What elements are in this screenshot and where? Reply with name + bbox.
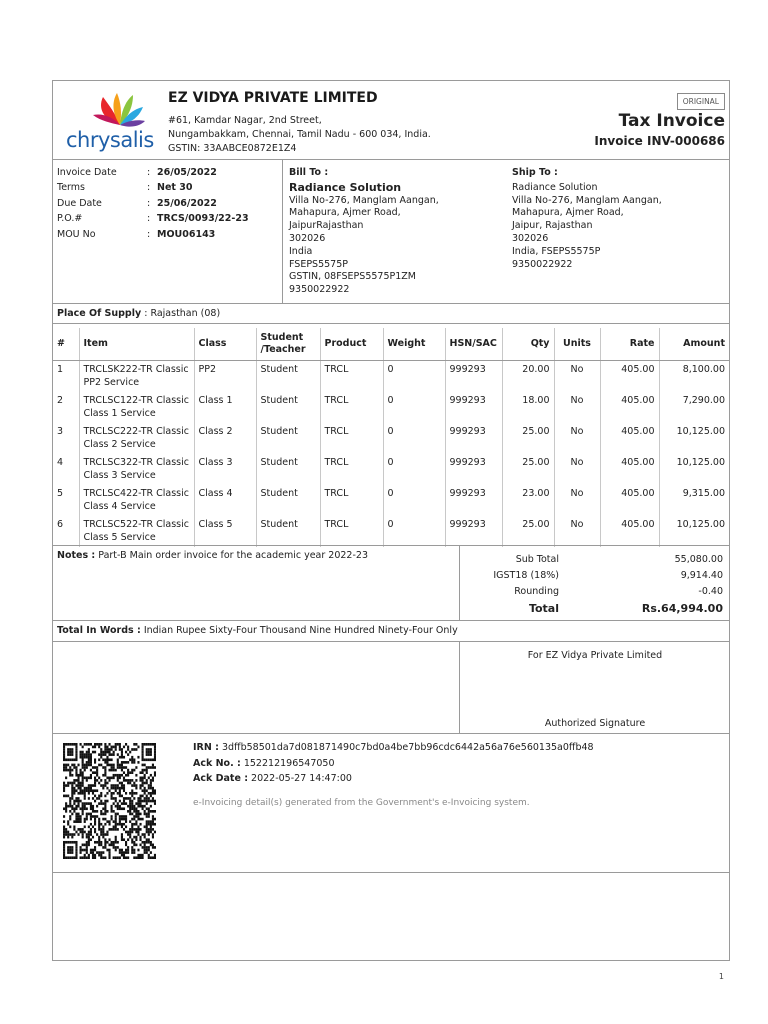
ack-date-row (193, 771, 594, 787)
table-cell: No (554, 516, 600, 547)
table-cell: No (554, 361, 600, 393)
meta-row: Terms : Net 30 (57, 182, 193, 194)
tax-value: 9,914.40 (680, 570, 723, 581)
einvoice-details (193, 740, 594, 811)
ship-to (512, 167, 662, 271)
table-cell: 405.00 (600, 516, 659, 547)
meta-value: Net 30 (157, 182, 193, 194)
column-header: Student /Teacher (256, 328, 320, 361)
table-cell: 20.00 (502, 361, 554, 393)
table-row (53, 485, 729, 516)
address-line: #61, Kamdar Nagar, 2nd Street, (168, 115, 322, 126)
table-cell: TRCL (320, 485, 383, 516)
divider (53, 545, 729, 546)
bill-to-name: Radiance Solution (289, 180, 402, 194)
ack-no-value: 152212196547050 (243, 757, 335, 769)
meta-label: Invoice Date (57, 167, 117, 178)
table-cell: Class 2 (194, 423, 256, 454)
invoice-number: Invoice INV-000686 (594, 134, 725, 148)
column-header: HSN/SAC (445, 328, 502, 361)
table-cell: Class 1 (194, 392, 256, 423)
meta-row: P.O.# : TRCS/0093/22-23 (57, 213, 249, 225)
invoice-meta (57, 167, 277, 244)
divider (459, 545, 460, 620)
ship-to-heading: Ship To : (512, 167, 558, 178)
table-cell: 5 (53, 485, 79, 516)
subtotal-value: 55,080.00 (674, 554, 723, 565)
column-header: Rate (600, 328, 659, 361)
table-cell: 0 (383, 361, 445, 393)
items-table (53, 328, 729, 547)
table-cell: Student (256, 485, 320, 516)
meta-row: Due Date : 25/06/2022 (57, 197, 217, 209)
table-cell: 10,125.00 (676, 426, 725, 437)
ship-to-line: 9350022922 (512, 258, 573, 270)
ship-to-line: 302026 (512, 232, 549, 244)
butterfly-icon (65, 91, 165, 131)
irn-value: 3dffb58501da7d081871490c7bd0a4be7bb96cdc6442a56a76e560135a0ffb48 (221, 742, 594, 753)
subtotal-label: Sub Total (515, 554, 559, 565)
table-cell: 999293 (445, 423, 502, 454)
total-label: Total (528, 602, 559, 615)
divider (53, 872, 729, 873)
company-address (168, 114, 431, 156)
table-cell: 0 (383, 454, 445, 485)
table-row (53, 392, 729, 423)
meta-value: 25/06/2022 (157, 197, 217, 209)
column-header: Product (320, 328, 383, 361)
meta-label: Due Date (57, 197, 102, 209)
table-cell: 10,125.00 (676, 519, 725, 530)
table-cell: 4 (53, 454, 79, 485)
table-row (53, 516, 729, 547)
notes-label: Notes : (57, 550, 96, 561)
column-header: Item (79, 328, 194, 361)
bill-to-line: Villa No-276, Manglam Aangan, (289, 194, 439, 206)
table-cell: 18.00 (502, 392, 554, 423)
company-name: EZ VIDYA PRIVATE LIMITED (168, 90, 378, 106)
place-of-supply-label: Place Of Supply (57, 308, 142, 319)
table-cell: 6 (53, 516, 79, 547)
chrysalis-logo (65, 91, 165, 153)
total-in-words-text: Indian Rupee Sixty-Four Thousand Nine Hundred Ninety-Four Only (143, 625, 458, 636)
column-header: Class (194, 328, 256, 361)
table-cell: TRCL (320, 516, 383, 547)
table-cell: 25.00 (502, 454, 554, 485)
table-cell: Student (256, 454, 320, 485)
table-cell: 405.00 (600, 392, 659, 423)
table-cell: TRCLSC522-TR Classic Class 5 Service (79, 516, 194, 547)
table-cell: 999293 (445, 485, 502, 516)
table-row (53, 361, 729, 393)
total-in-words-label: Total In Words : (57, 625, 141, 636)
column-header: Weight (383, 328, 445, 361)
page-number: 1 (718, 972, 724, 981)
table-cell: No (554, 423, 600, 454)
bill-to-line: FSEPS5575P (289, 258, 348, 270)
table-cell: 999293 (445, 516, 502, 547)
table-cell: 3 (53, 423, 79, 454)
ack-date-value: 2022-05-27 14:47:00 (251, 773, 352, 784)
ship-to-line: Villa No-276, Manglam Aangan, (512, 194, 662, 206)
bill-to-line: 9350022922 (289, 284, 350, 296)
table-cell: No (554, 392, 600, 423)
bill-to-line: GSTIN, 08FSEPS5575P1ZM (289, 271, 416, 283)
total-in-words (57, 624, 458, 637)
invoice-frame (52, 80, 730, 961)
meta-value: MOU06143 (157, 228, 216, 240)
column-header: Amount (659, 328, 729, 361)
bill-to-line: JaipurRajasthan (289, 220, 364, 232)
table-cell: 0 (383, 392, 445, 423)
table-cell: Student (256, 392, 320, 423)
table-cell: 2 (53, 392, 79, 423)
ship-to-line: Mahapura, Ajmer Road, (512, 207, 624, 219)
place-of-supply (57, 307, 220, 320)
notes (57, 549, 452, 562)
column-header: Qty (502, 328, 554, 361)
document-title: Tax Invoice (618, 111, 725, 131)
table-row (53, 423, 729, 454)
tax-label: IGST18 (18%) (493, 570, 559, 581)
total-value: Rs.64,994.00 (641, 602, 723, 615)
table-cell: No (554, 485, 600, 516)
signature-for: For EZ Vidya Private Limited (527, 650, 663, 661)
table-cell: 10,125.00 (676, 457, 725, 468)
table-cell: TRCLSC322-TR Classic Class 3 Service (79, 454, 194, 485)
place-of-supply-value: : Rajasthan (08) (144, 308, 221, 319)
table-cell: 23.00 (502, 485, 554, 516)
meta-value: TRCS/0093/22-23 (157, 213, 249, 225)
table-cell: TRCL (320, 361, 383, 393)
bill-to-line: Mahapura, Ajmer Road, (289, 207, 401, 219)
einvoice-note: e-Invoicing detail(s) generated from the Government's e-Invoicing system. (193, 797, 530, 808)
table-cell: 405.00 (600, 361, 659, 393)
table-cell: TRCLSK222-TR Classic PP2 Service (79, 361, 194, 393)
table-cell: 8,100.00 (682, 364, 725, 375)
table-cell: 405.00 (600, 454, 659, 485)
meta-row: MOU No : MOU06143 (57, 228, 216, 240)
table-row (53, 454, 729, 485)
table-cell: PP2 (194, 361, 256, 393)
table-cell: 25.00 (502, 423, 554, 454)
divider (53, 323, 729, 324)
table-cell: 999293 (445, 454, 502, 485)
table-cell: 405.00 (600, 423, 659, 454)
rounding-label: Rounding (514, 586, 559, 597)
meta-label: Terms (57, 182, 85, 194)
divider (282, 159, 283, 303)
column-header: # (53, 328, 79, 361)
table-cell: 999293 (445, 392, 502, 423)
table-cell: TRCL (320, 392, 383, 423)
table-cell: Student (256, 423, 320, 454)
meta-row: Invoice Date : 26/05/2022 (57, 167, 217, 178)
company-gstin: GSTIN: 33AABCE0872E1Z4 (168, 143, 297, 154)
table-cell: 1 (53, 361, 79, 393)
table-cell: Student (256, 516, 320, 547)
column-header: Units (554, 328, 600, 361)
meta-label: MOU No (57, 228, 96, 240)
table-cell: Class 3 (194, 454, 256, 485)
ack-date-label: Ack Date : (193, 773, 248, 784)
table-cell: TRCLSC122-TR Classic Class 1 Service (79, 392, 194, 423)
table-body (53, 361, 729, 548)
table-cell: TRCLSC222-TR Classic Class 2 Service (79, 423, 194, 454)
ack-no-label: Ack No. : (193, 757, 241, 769)
qr-code (63, 743, 156, 859)
ack-no-row (193, 756, 594, 772)
bill-to-line: 302026 (289, 232, 326, 244)
meta-value: 26/05/2022 (157, 167, 217, 178)
ship-to-line: India, FSEPS5575P (512, 245, 601, 257)
rounding-value: -0.40 (698, 586, 723, 597)
table-cell: Class 4 (194, 485, 256, 516)
logo-wordmark: chrysalis (66, 128, 154, 152)
table-cell: Class 5 (194, 516, 256, 547)
table-cell: 0 (383, 516, 445, 547)
address-line: Nungambakkam, Chennai, Tamil Nadu - 600 034, India. (168, 129, 431, 140)
meta-label: P.O.# (57, 213, 83, 225)
table-cell: No (554, 454, 600, 485)
copy-label: ORIGINAL (677, 93, 725, 110)
table-cell: 7,290.00 (682, 395, 725, 406)
bill-to-heading: Bill To : (289, 167, 329, 178)
divider (53, 303, 729, 304)
divider (53, 620, 729, 621)
ship-to-line: Jaipur, Rajasthan (512, 220, 593, 232)
bill-to (289, 167, 439, 297)
notes-text: Part-B Main order invoice for the academic year 2022-23 (98, 550, 368, 561)
irn-row (193, 740, 594, 756)
table-cell: Student (256, 361, 320, 393)
table-header-row (53, 328, 729, 361)
ship-to-line: Radiance Solution (512, 181, 598, 193)
divider (53, 159, 729, 160)
irn-label: IRN : (193, 742, 219, 753)
table-cell: 999293 (445, 361, 502, 393)
table-cell: 9,315.00 (682, 488, 725, 499)
table-cell: TRCLSC422-TR Classic Class 4 Service (79, 485, 194, 516)
authorized-signature: Authorized Signature (544, 718, 646, 729)
table-cell: TRCL (320, 423, 383, 454)
divider (53, 733, 729, 734)
divider (53, 641, 729, 642)
table-cell: 405.00 (600, 485, 659, 516)
bill-to-line: India (289, 245, 313, 257)
table-cell: TRCL (320, 454, 383, 485)
table-cell: 0 (383, 423, 445, 454)
table-cell: 0 (383, 485, 445, 516)
table-cell: 25.00 (502, 516, 554, 547)
